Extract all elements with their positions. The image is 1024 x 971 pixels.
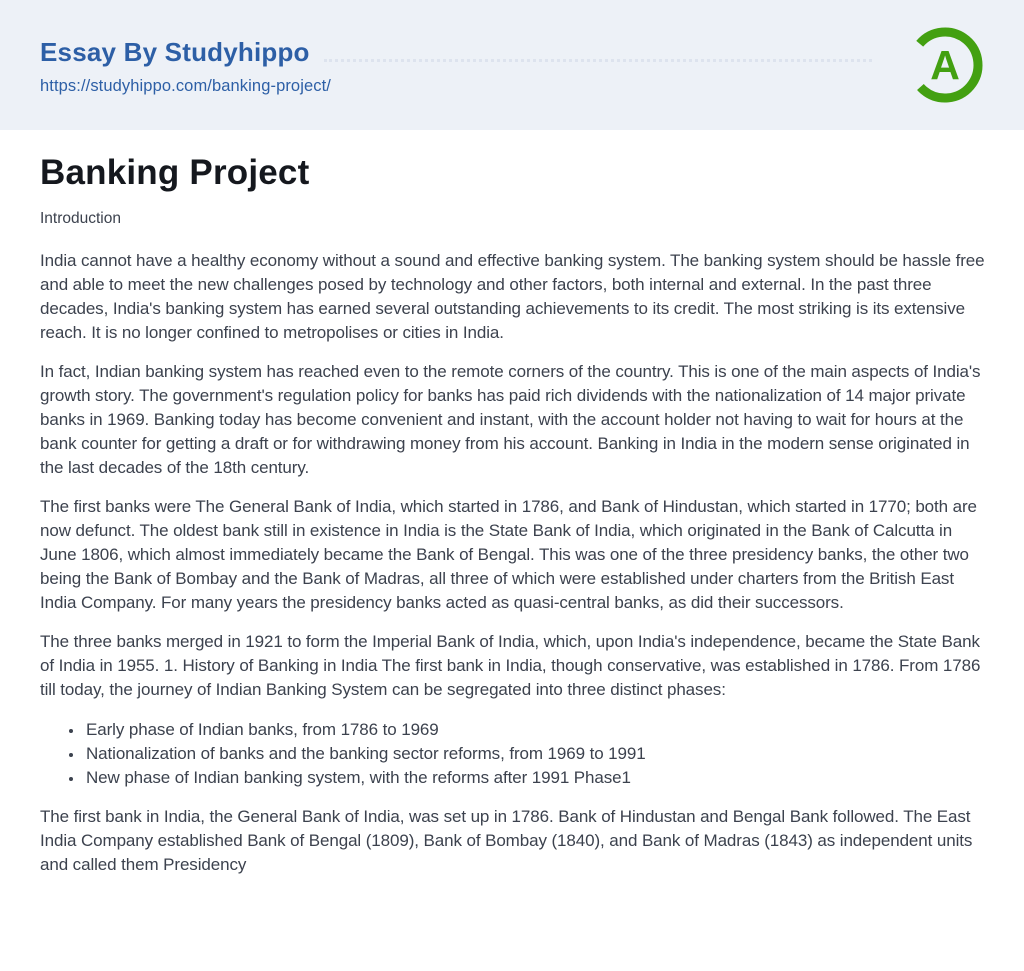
paragraph-2: In fact, Indian banking system has reached even to the remote corners of the country. This is one of the main aspects of India's growth story. The government's regulation policy for banks has paid rich dividends with the nationalization of 14 major private banks in 1969. Banking today has become convenient and instant, with the account holder not having to wait for hours at the bank counter for getting a draft or for withdrawing money from his account. Banking in India in the modern sense originated in the last decades of the 18th century. xyxy=(40,362,981,477)
essay-body xyxy=(0,152,1024,877)
page-title: Banking Project xyxy=(40,153,310,192)
list-item: • Early phase of Indian banks, from 1786 to 1969 xyxy=(84,718,985,742)
logo-letter: A xyxy=(930,42,960,88)
paragraph-3: The first banks were The General Bank of India, which started in 1786, and Bank of Hindustan, which started in 1770; both are now defunct. The oldest bank still in existence in India is the State Bank of India, which originated in the Bank of Calcutta in June 1806, which almost immediately became the Bank of Bengal. This was one of the three presidency banks, the other two being the Bank of Bombay and the Bank of Madras, all three of which were established under charters from the British East India Company. For many years the presidency banks acted as quasi-central banks, as did their successors. xyxy=(40,497,977,612)
phases-list xyxy=(40,718,985,790)
byline: Essay By Studyhippo xyxy=(40,36,310,67)
section-label-introduction: Introduction xyxy=(40,210,121,227)
list-item: • New phase of Indian banking system, with the reforms after 1991 Phase1 xyxy=(84,766,985,790)
page-header xyxy=(0,0,1024,130)
source-url-link[interactable]: https://studyhippo.com/banking-project/ xyxy=(40,76,331,95)
paragraph-4: The three banks merged in 1921 to form the Imperial Bank of India, which, upon India's independence, became the State Bank of India in 1955. 1. History of Banking in India The first bank in India, though conservative, was established in 1786. From 1786 till today, the journey of Indian Banking System can be segregated into three distinct phases: xyxy=(40,632,981,699)
studyhippo-logo-icon[interactable] xyxy=(906,26,984,104)
header-text-block xyxy=(40,35,882,96)
dotted-divider xyxy=(324,59,872,62)
list-item: • Nationalization of banks and the banking sector reforms, from 1969 to 1991 xyxy=(84,742,985,766)
byline-row xyxy=(40,37,882,67)
paragraph-5: The first bank in India, the General Bank of India, was set up in 1786. Bank of Hindustan and Bengal Bank followed. The East India Company established Bank of Bengal (1809), Bank of Bombay (1840), and Bank of Madras (1843) as independent units and called them Presidency xyxy=(40,807,973,874)
paragraph-1: India cannot have a healthy economy without a sound and effective banking system. The banking system should be hassle free and able to meet the new challenges posed by technology and other factors, both internal and external. In the past three decades, India's banking system has earned several outstanding achievements to its credit. The most striking is its extensive reach. It is no longer confined to metropolises or cities in India. xyxy=(40,251,985,342)
